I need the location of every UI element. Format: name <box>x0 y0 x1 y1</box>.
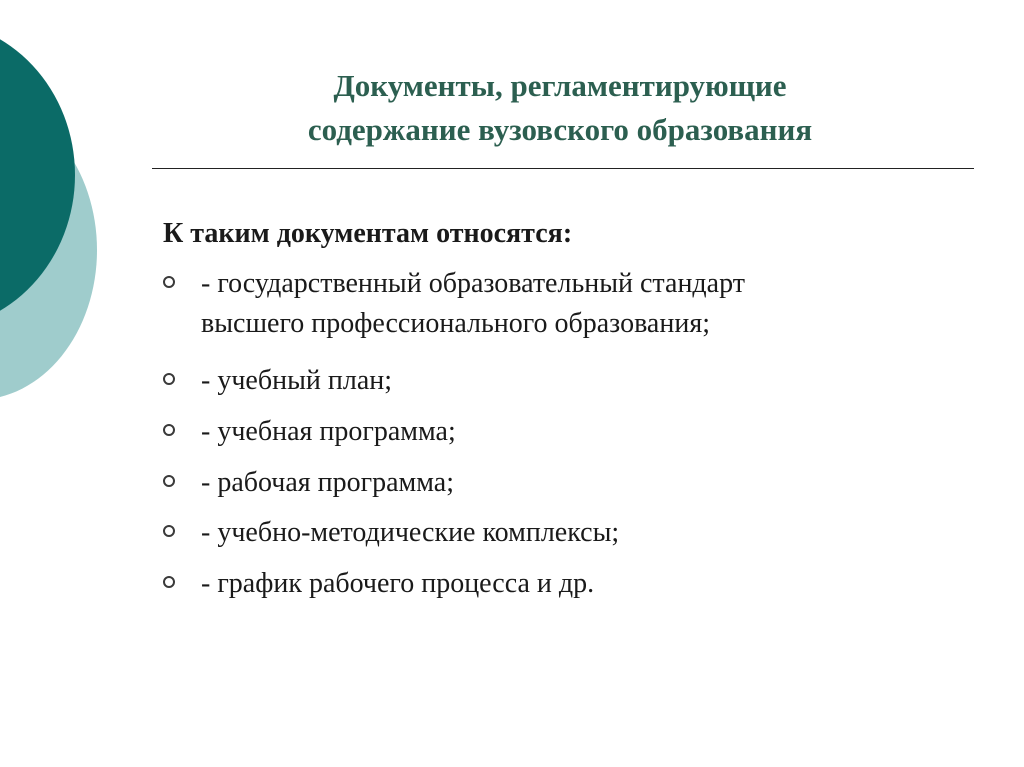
list-item <box>163 412 456 452</box>
list-item <box>163 513 619 553</box>
list-item-text: - рабочая программа; <box>201 467 455 498</box>
hollow-circle-bullet-icon <box>163 576 175 588</box>
list-item-text <box>201 264 745 344</box>
list-item <box>163 564 594 604</box>
list-item-text: - учебный план; <box>201 365 393 396</box>
list-intro: К таким документам относятся: <box>163 218 573 249</box>
list-item-text: - учебная программа; <box>201 416 456 447</box>
list-item <box>163 264 745 344</box>
hollow-circle-bullet-icon <box>163 276 175 288</box>
list-item-line: высшего профессионального образования; <box>201 308 710 339</box>
list-item <box>163 361 392 401</box>
title-divider <box>152 168 974 169</box>
list-item <box>163 463 454 503</box>
slide-title-line-1: Документы, регламентирующие <box>333 68 787 103</box>
list-item-line: - государственный образовательный стандарт <box>201 268 745 299</box>
list-item-text: - учебно-методические комплексы; <box>201 517 620 548</box>
hollow-circle-bullet-icon <box>163 373 175 385</box>
slide-title-line-2: содержание вузовского образования <box>307 112 813 147</box>
hollow-circle-bullet-icon <box>163 475 175 487</box>
slide-title <box>190 64 930 152</box>
list-item-text: - график рабочего процесса и др. <box>201 568 595 599</box>
hollow-circle-bullet-icon <box>163 424 175 436</box>
hollow-circle-bullet-icon <box>163 525 175 537</box>
